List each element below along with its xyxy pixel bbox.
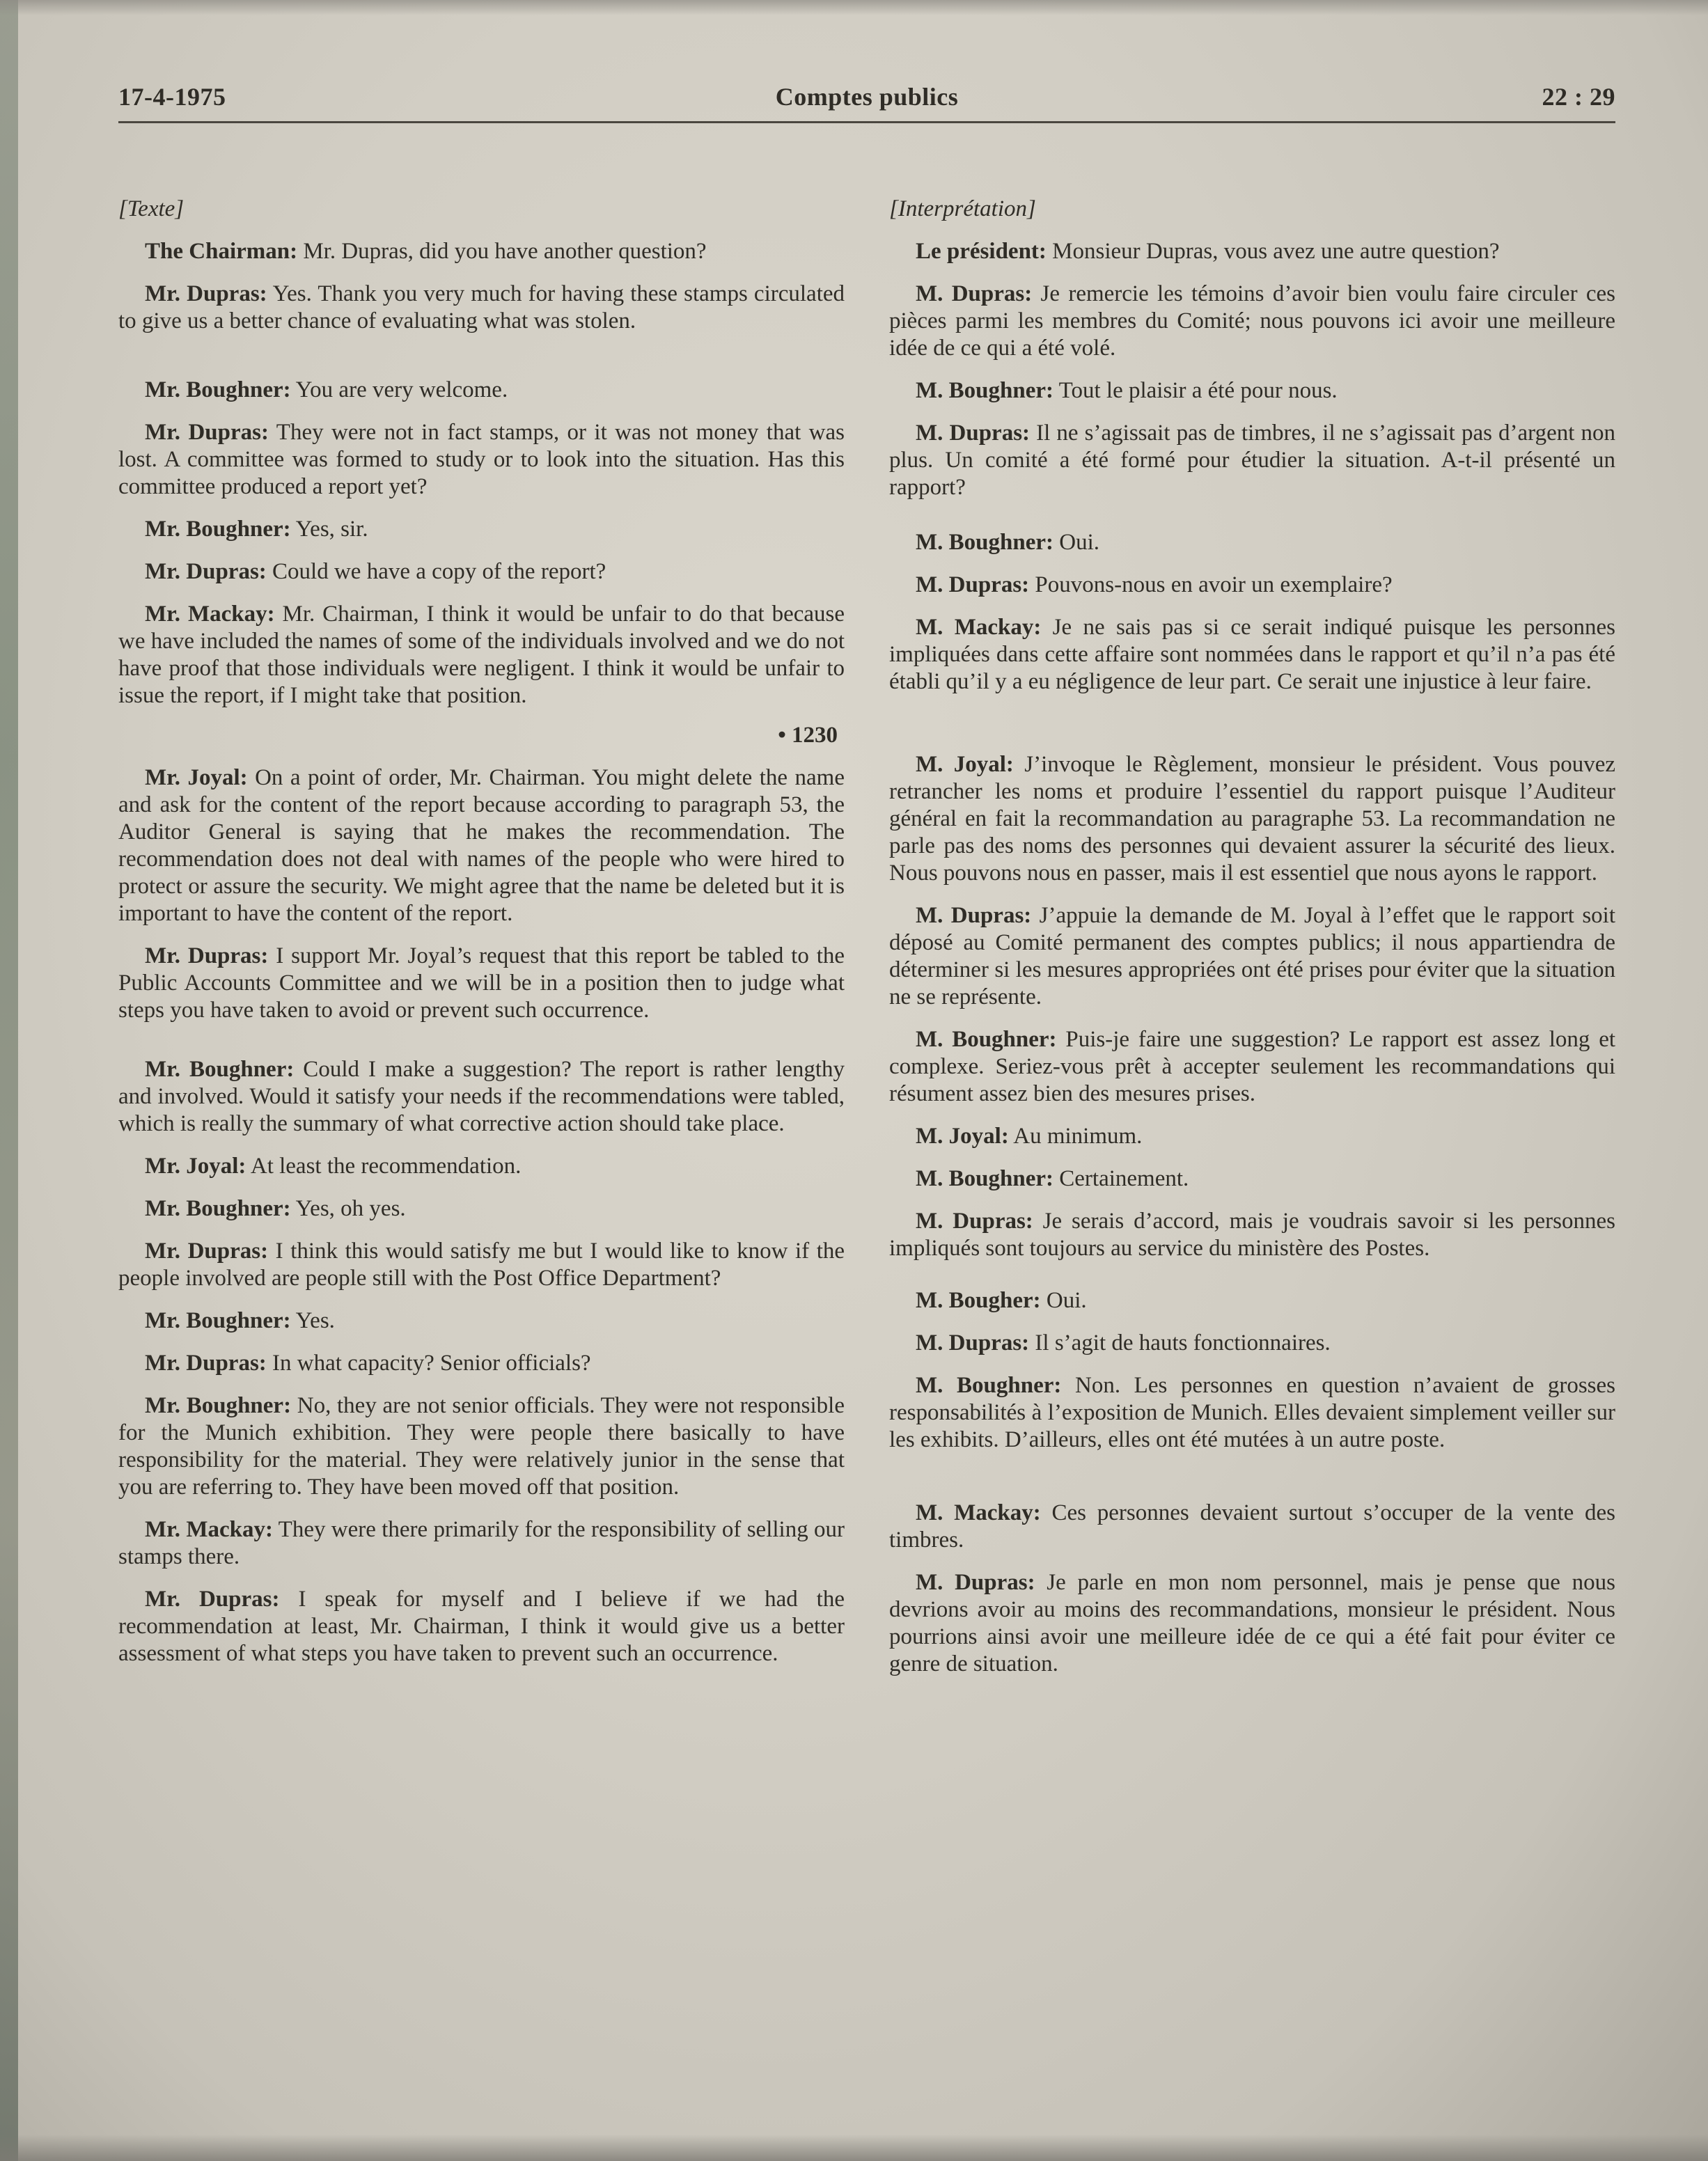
section-label-texte: [Texte] [118, 196, 185, 221]
speaker-name: M. Dupras: [916, 1209, 1033, 1234]
speaker-name: M. Dupras: [916, 1330, 1030, 1355]
speaker-name: Mr. Mackay: [145, 602, 275, 627]
french-interpretation-column [889, 196, 1615, 1678]
transcript-paragraph: Mr. Boughner: Yes, sir. [145, 517, 368, 542]
speaker-name: M. Mackay: [916, 615, 1042, 640]
transcript-paragraph: Mr. Mackay: Mr. Chairman, I think it would be unfair to do that because we have included the names of some of the individuals involved and we do not have proof that those individuals were negligent. I think it would be unfair to issue the report, if I might take that position. [118, 602, 845, 708]
speaker-name: M. Boughner: [916, 1027, 1057, 1052]
transcript-paragraph: Mr. Dupras: I support Mr. Joyal’s request that this report be tabled to the Public Accounts Committee and we will be in a position then to judge what steps you have taken to avoid or prevent such occurrence. [118, 943, 845, 1023]
speaker-name: Mr. Dupras: [145, 420, 269, 445]
speaker-name: Mr. Joyal: [145, 765, 248, 790]
transcript-paragraph: Mr. Dupras: Could we have a copy of the report? [145, 559, 606, 584]
transcript-paragraph: Mr. Joyal: At least the recommendation. [145, 1154, 522, 1179]
transcript-paragraph: M. Boughner: Certainement. [916, 1166, 1189, 1191]
transcript-paragraph: M. Dupras: Il s’agit de hauts fonctionnaires. [916, 1330, 1331, 1355]
speaker-name: Mr. Boughner: [145, 1196, 291, 1221]
speaker-name: Mr. Dupras: [145, 281, 267, 306]
transcript-paragraph: M. Dupras: J’appuie la demande de M. Joyal à l’effet que le rapport soit déposé au Comité permanent des comptes publics; il nous appartiendra de déterminer si les mesures appropriées ont été prises pour éviter que la situation ne se représente. [889, 903, 1615, 1009]
speaker-name: M. Dupras: [916, 1570, 1035, 1595]
speaker-name: M. Mackay: [916, 1500, 1041, 1525]
transcript-paragraph: M. Dupras: Il ne s’agissait pas de timbres, il ne s’agissait pas d’argent non plus. Un comité a été formé pour étudier la situation. A-t-il présenté un rapport? [889, 421, 1615, 500]
page-header [118, 82, 1615, 123]
speaker-name: M. Dupras: [916, 572, 1030, 597]
speaker-name: M. Dupras: [916, 421, 1031, 446]
speaker-name: Mr. Dupras: [145, 1351, 267, 1376]
transcript-paragraph: Le président: Monsieur Dupras, vous avez une autre question? [916, 239, 1500, 264]
speaker-name: Mr. Boughner: [145, 1057, 295, 1082]
transcript-paragraph: Mr. Boughner: Yes. [145, 1308, 335, 1333]
speaker-name: Mr. Boughner: [145, 1393, 292, 1418]
speaker-name: Le président: [916, 239, 1047, 264]
transcript-paragraph: M. Boughner: Oui. [916, 530, 1099, 555]
transcript-paragraph: M. Dupras: Pouvons-nous en avoir un exemplaire? [916, 572, 1393, 597]
transcript-paragraph: Mr. Dupras: In what capacity? Senior officials? [145, 1351, 591, 1376]
speaker-name: M. Boughner: [916, 1373, 1062, 1398]
transcript-paragraph: Mr. Boughner: You are very welcome. [145, 377, 508, 402]
speaker-name: The Chairman: [145, 239, 298, 264]
speaker-name: M. Boughner: [916, 378, 1053, 403]
timestamp-marker: • 1230 [778, 723, 838, 748]
transcript-paragraph: Mr. Dupras: They were not in fact stamps, or it was not money that was lost. A committee was formed to study or to look into the situation. Has this committee produced a report yet? [118, 420, 845, 499]
speaker-name: Mr. Dupras: [145, 1239, 269, 1264]
english-text-column [118, 196, 845, 1678]
transcript-paragraph: Mr. Dupras: I speak for myself and I believe if we had the recommendation at least, Mr. Chairman, I think it would give us a better assessment of what steps you have taken to prevent such an occurrence. [118, 1587, 845, 1666]
speaker-name: Mr. Dupras: [145, 943, 269, 968]
transcript-paragraph: Mr. Boughner: Yes, oh yes. [145, 1196, 406, 1221]
two-column-transcript [118, 196, 1615, 1678]
transcript-paragraph: Mr. Boughner: No, they are not senior officials. They were not responsible for the Munich exhibition. They were people there basically to have responsibility for the material. They were relatively junior in the sense that you are referring to. They have been moved off that position. [118, 1393, 845, 1500]
transcript-paragraph: M. Boughner: Non. Les personnes en question n’avaient de grosses responsabilités à l’exposition de Munich. Elles devaient simplement veiller sur les exhibits. D’ailleurs, elles ont été mutées à un autre poste. [889, 1373, 1616, 1452]
speaker-name: M. Joyal: [916, 1124, 1009, 1149]
transcript-paragraph: M. Boughner: Tout le plaisir a été pour nous. [916, 378, 1338, 403]
speaker-name: M. Boughner: [916, 530, 1053, 555]
transcript-paragraph: M. Mackay: Je ne sais pas si ce serait indiqué puisque les personnes impliquées dans cette affaire sont nommées dans le rapport et qu’il n’a pas été établi qu’il y a eu négligence de leur part. Ce serait une injustice à leur faire. [889, 615, 1615, 694]
speaker-name: Mr. Mackay: [145, 1517, 273, 1542]
transcript-paragraph: M. Dupras: Je parle en mon nom personnel, mais je pense que nous devrions avoir au moins des recommandations, monsieur le président. Nous pourrions ainsi avoir une meilleure idée de ce qui a été fait pour éviter ce genre de situation. [889, 1570, 1615, 1676]
header-date: 17-4-1975 [118, 83, 226, 111]
transcript-paragraph: Mr. Dupras: I think this would satisfy me but I would like to know if the people involved are people still with the Post Office Department? [118, 1239, 845, 1291]
page-content [118, 82, 1615, 1678]
transcript-paragraph: Mr. Mackay: They were there primarily for the responsibility of selling our stamps there. [118, 1517, 845, 1569]
transcript-paragraph: Mr. Dupras: Yes. Thank you very much for having these stamps circulated to give us a better chance of evaluating what was stolen. [118, 281, 845, 333]
transcript-paragraph: M. Dupras: Je serais d’accord, mais je voudrais savoir si les personnes impliqués sont toujours au service du ministère des Postes. [889, 1209, 1615, 1261]
transcript-paragraph: Mr. Joyal: On a point of order, Mr. Chairman. You might delete the name and ask for the content of the report because according to paragraph 53, the Auditor General is saying that he makes the recommendation. The recommendation does not deal with names of the people who were hired to protect or assure the security. We might agree that the name be deleted but it is important to have the content of the report. [118, 765, 845, 926]
speaker-name: M. Boughner: [916, 1166, 1053, 1191]
speaker-name: M. Joyal: [916, 752, 1014, 777]
scan-edge-left [0, 0, 18, 2161]
transcript-paragraph: M. Dupras: Je remercie les témoins d’avoir bien voulu faire circuler ces pièces parmi les membres du Comité; nous pouvons ici avoir une meilleure idée de ce qui a été volé. [889, 281, 1616, 361]
section-label-interpretation: [Interprétation] [889, 196, 1036, 221]
transcript-paragraph: M. Bougher: Oui. [916, 1288, 1087, 1313]
header-page-number: 22 : 29 [1542, 83, 1616, 111]
speaker-name: M. Dupras: [916, 281, 1033, 306]
transcript-paragraph: M. Joyal: J’invoque le Règlement, monsieur le président. Vous pouvez retrancher les noms et produire l’essentiel du rapport puisque l’Auditeur général en fait la recommandation au paragraphe 53. La recommandation ne parle pas des noms des personnes qui devaient assurer la sécurité des lieux. Nous pouvons nous en passer, mais il est essentiel que nous ayons le rapport. [889, 752, 1615, 886]
scan-edge-bottom [0, 2135, 1708, 2161]
speaker-name: Mr. Dupras: [145, 559, 267, 584]
scan-edge-top [0, 0, 1708, 15]
speaker-name: M. Dupras: [916, 903, 1032, 928]
speaker-name: Mr. Boughner: [145, 1308, 291, 1333]
transcript-paragraph: M. Joyal: Au minimum. [916, 1124, 1143, 1149]
speaker-name: Mr. Dupras: [145, 1587, 280, 1612]
speaker-name: Mr. Boughner: [145, 517, 291, 542]
speaker-name: Mr. Joyal: [145, 1154, 246, 1179]
speaker-name: M. Bougher: [916, 1288, 1041, 1313]
transcript-paragraph: The Chairman: Mr. Dupras, did you have another question? [145, 239, 707, 264]
transcript-paragraph: M. Boughner: Puis-je faire une suggestion? Le rapport est assez long et complexe. Seriez-vous prêt à accepter seulement les recommandations qui résument assez bien des mesures prises. [889, 1027, 1616, 1106]
speaker-name: Mr. Boughner: [145, 377, 291, 402]
page-title: Comptes publics [775, 83, 959, 111]
transcript-paragraph: Mr. Boughner: Could I make a suggestion? The report is rather lengthy and involved. Would it satisfy your needs if the recommendations were tabled, which is really the summary of what corrective action should take place. [118, 1057, 845, 1136]
transcript-paragraph: M. Mackay: Ces personnes devaient surtout s’occuper de la vente des timbres. [889, 1500, 1615, 1553]
